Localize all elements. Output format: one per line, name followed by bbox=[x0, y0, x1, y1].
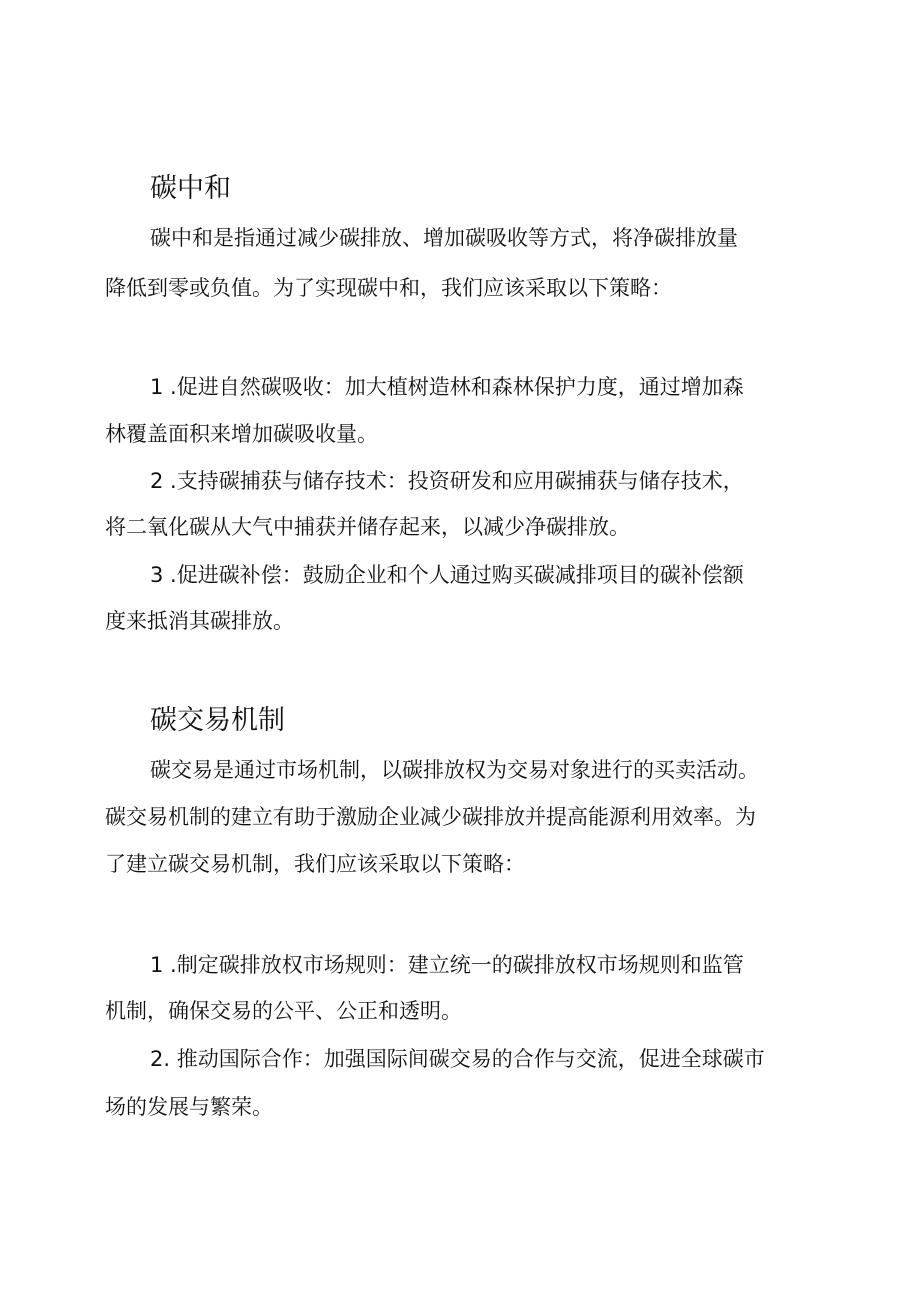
section1-item-1-line-1: 1 .促进自然碳吸收：加大植树造林和森林保护力度，通过增加森 bbox=[150, 375, 744, 399]
section1-intro-line-1: 碳中和是指通过减少碳排放、增加碳吸收等方式，将净碳排放量 bbox=[150, 226, 738, 250]
section2-intro-line-2: 碳交易机制的建立有助于激励企业减少碳排放并提高能源利用效率。为 bbox=[105, 805, 756, 829]
section-heading-carbon-neutrality: 碳中和 bbox=[150, 173, 231, 204]
section1-item-3-line-2: 度来抵消其碳排放。 bbox=[105, 609, 294, 633]
section1-item-3-line-1: 3 .促进碳补偿：鼓励企业和个人通过购买碳减排项目的碳补偿额 bbox=[150, 563, 744, 587]
section2-item-2-line-1: 2. 推动国际合作：加强国际间碳交易的合作与交流，促进全球碳市 bbox=[150, 1047, 765, 1071]
section1-item-2-line-2: 将二氧化碳从大气中捕获并储存起来，以减少净碳排放。 bbox=[105, 515, 630, 539]
section2-item-1-line-2: 机制，确保交易的公平、公正和透明。 bbox=[105, 999, 462, 1023]
section2-intro-line-3: 了建立碳交易机制，我们应该采取以下策略： bbox=[105, 852, 525, 876]
section2-item-1-line-1: 1 .制定碳排放权市场规则：建立统一的碳排放权市场规则和监管 bbox=[150, 953, 744, 977]
section1-intro-line-2: 降低到零或负值。为了实现碳中和，我们应该采取以下策略： bbox=[105, 276, 672, 300]
section1-item-1-line-2: 林覆盖面积来增加碳吸收量。 bbox=[105, 422, 378, 446]
section2-item-2-line-2: 场的发展与繁荣。 bbox=[105, 1095, 273, 1119]
section1-item-2-line-1: 2 .支持碳捕获与储存技术：投资研发和应用碳捕获与储存技术， bbox=[150, 469, 744, 493]
section-heading-carbon-trading: 碳交易机制 bbox=[150, 705, 285, 736]
section2-intro-line-1: 碳交易是通过市场机制，以碳排放权为交易对象进行的买卖活动。 bbox=[150, 758, 759, 782]
